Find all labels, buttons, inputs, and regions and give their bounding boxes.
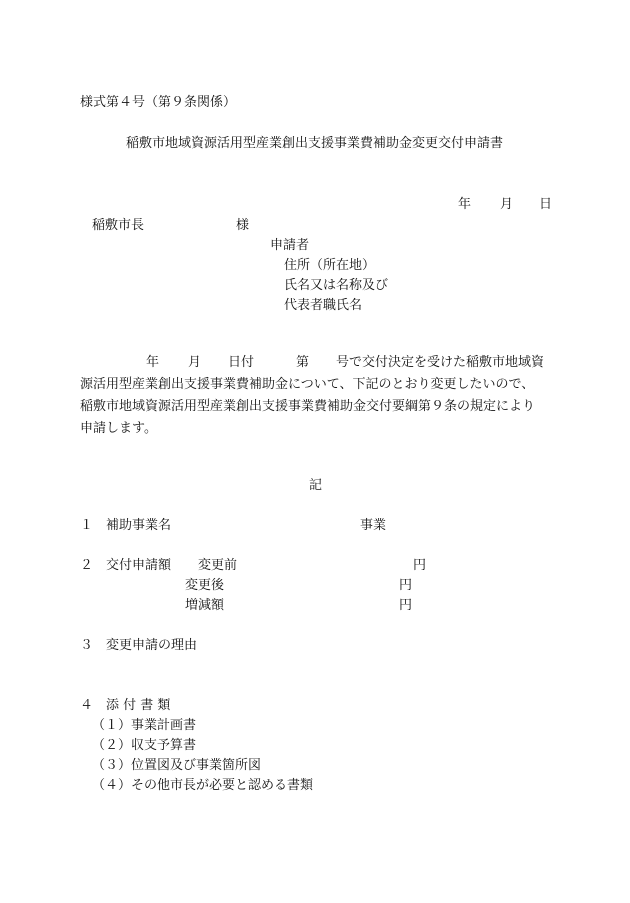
date-day-label: 日 <box>539 197 553 212</box>
item2-diff-label: 増減額 <box>185 598 225 613</box>
item2-number: ２ <box>80 558 94 573</box>
item3-label: 変更申請の理由 <box>106 638 198 653</box>
addressee-honorific: 様 <box>236 218 250 233</box>
body-month: 月 <box>188 355 202 370</box>
body-number-prefix: 第 <box>296 355 310 370</box>
form-number: 様式第４号（第９条関係） <box>80 95 237 110</box>
date-year-label: 年 <box>458 197 472 212</box>
body-line3: 稲敷市地域資源活用型産業創出支援事業費補助金交付要綱第９条の規定により <box>80 399 536 414</box>
item2-after-label: 変更後 <box>185 578 225 593</box>
attachment-item-2: （２）収支予算書 <box>92 738 197 753</box>
item1-suffix: 事業 <box>360 518 387 533</box>
item1-label: 補助事業名 <box>106 518 172 533</box>
attachment-item-1: （１）事業計画書 <box>92 718 197 733</box>
date-month-label: 月 <box>500 197 514 212</box>
item2-after-yen: 円 <box>399 578 413 593</box>
item2-before-yen: 円 <box>413 558 427 573</box>
applicant-name-label-line1: 氏名又は名称及び <box>284 278 389 293</box>
body-day-suffix: 日付 <box>228 355 255 370</box>
body-line1-rest: 号で交付決定を受けた稲敷市地域資 <box>336 355 545 370</box>
item2-before-label: 変更前 <box>198 558 238 573</box>
addressee-name: 稲敷市長 <box>92 218 145 233</box>
body-line2: 源活用型産業創出支援事業費補助金について、下記のとおり変更したいので、 <box>80 377 535 392</box>
item2-label: 交付申請額 <box>106 558 172 573</box>
document-title: 稲敷市地域資源活用型産業創出支援事業費補助金変更交付申請書 <box>126 136 504 151</box>
item2-diff-yen: 円 <box>399 598 413 613</box>
applicant-address-label: 住所（所在地） <box>284 258 376 273</box>
body-line4: 申請します。 <box>80 421 157 436</box>
ki-heading: 記 <box>309 478 323 493</box>
item3-number: ３ <box>80 638 94 653</box>
body-year: 年 <box>146 355 160 370</box>
item4-label: 添 付 書 類 <box>106 698 171 713</box>
item4-number: ４ <box>80 698 94 713</box>
attachment-item-3: （３）位置図及び事業箇所図 <box>92 758 262 773</box>
attachment-item-4: （４）その他市長が必要と認める書類 <box>92 778 314 793</box>
item1-number: １ <box>80 518 94 533</box>
applicant-label: 申請者 <box>270 238 310 253</box>
applicant-name-label-line2: 代表者職氏名 <box>284 298 363 313</box>
